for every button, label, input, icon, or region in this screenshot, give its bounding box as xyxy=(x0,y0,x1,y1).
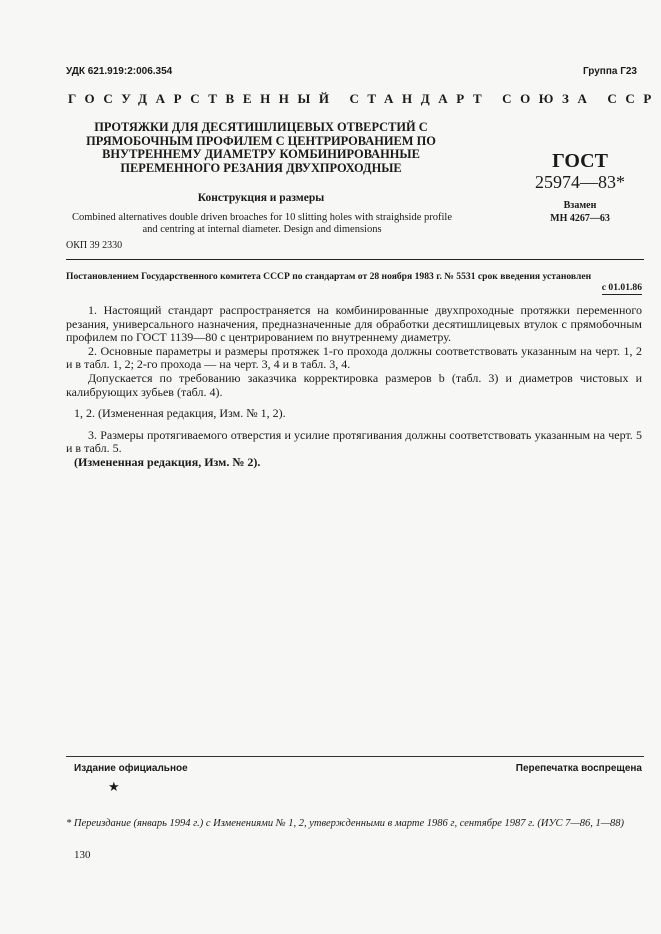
reprint-footnote: * Переиздание (январь 1994 г.) с Изменениями № 1, 2, утвержденными в марте 1986 г, сентябре 1987 г. (ИУС 7—86, 1—88) xyxy=(66,818,625,829)
okp-code: ОКП 39 2330 xyxy=(66,240,123,251)
gost-number: 25974—83* xyxy=(535,172,625,192)
english-title: Combined alternatives double driven broaches for 10 slitting holes with straighside profile and centring at internal diameter. Design and dimensions xyxy=(72,212,452,235)
paragraph-1: 1. Настоящий стандарт распространяется на комбинированные двухпроходные протяжки переменного резания, универсального назначения, предназначенные для обработки десятишлицевых втулок с прямобочным профилем по ГОСТ 1139—80 с центрированием по внутреннему диаметру. xyxy=(66,303,642,345)
amendment-note-1-text: 1, 2. (Измененная редакция, Изм. № 1, 2). xyxy=(74,406,286,421)
official-edition-label: Издание официальное xyxy=(74,763,188,774)
document-body xyxy=(66,304,642,470)
udk-code: УДК 621.919:2:006.354 xyxy=(66,66,173,77)
page-number: 130 xyxy=(74,849,91,861)
footer-divider xyxy=(66,756,644,757)
instead-label: Взамен xyxy=(563,200,597,211)
amendment-note-2: (Измененная редакция, Изм. № 2). xyxy=(74,454,261,469)
replaced-document: МН 4267—63 xyxy=(550,213,610,224)
decree-text: Постановлением Государственного комитета СССР по стандартам от 28 ноября 1983 г. № 5531 срок введения установлен xyxy=(66,271,592,282)
star-icon: ★ xyxy=(108,779,120,794)
gost-label: ГОСТ xyxy=(552,150,608,172)
state-standard-heading: ГОСУДАРСТВЕННЫЙ СТАНДАРТ СОЮЗА ССР xyxy=(68,91,660,106)
document-subtitle: Конструкция и размеры xyxy=(197,192,325,204)
paragraph-2: 2. Основные параметры и размеры протяжек 1-го прохода должны соответствовать указанным на черт. 1, 2 и в табл. 1, 2; 2-го прохода — на черт. 3, 4 и в табл. 3, 4. xyxy=(66,343,642,372)
amendment-note-1 xyxy=(66,407,642,421)
decree-date: с 01.01.86 xyxy=(601,282,642,293)
paragraph-4: 3. Размеры протягиваемого отверстия и усилие протягивания должны соответствовать указанным на черт. 5 и в табл. 5. xyxy=(66,427,642,456)
document-title: ПРОТЯЖКИ ДЛЯ ДЕСЯТИШЛИЦЕВЫХ ОТВЕРСТИЙ С ПРЯМОБОЧНЫМ ПРОФИЛЕМ С ЦЕНТРИРОВАНИЕМ ПО ВНУТРЕННЕМУ ДИАМЕТРУ КОМБИНИРОВАННЫЕ ПЕРЕМЕННОГО РЕЗАНИЯ ДВУХПРОХОДНЫЕ xyxy=(86,120,436,175)
group-code: Группа Г23 xyxy=(582,66,637,77)
paragraph-3: Допускается по требованию заказчика корректировка размеров b (табл. 3) и диаметров чистовых и калибрующих зубьев (табл. 4). xyxy=(66,370,642,399)
header-divider xyxy=(66,259,644,260)
reprint-prohibited-label: Перепечатка воспрещена xyxy=(515,763,642,774)
